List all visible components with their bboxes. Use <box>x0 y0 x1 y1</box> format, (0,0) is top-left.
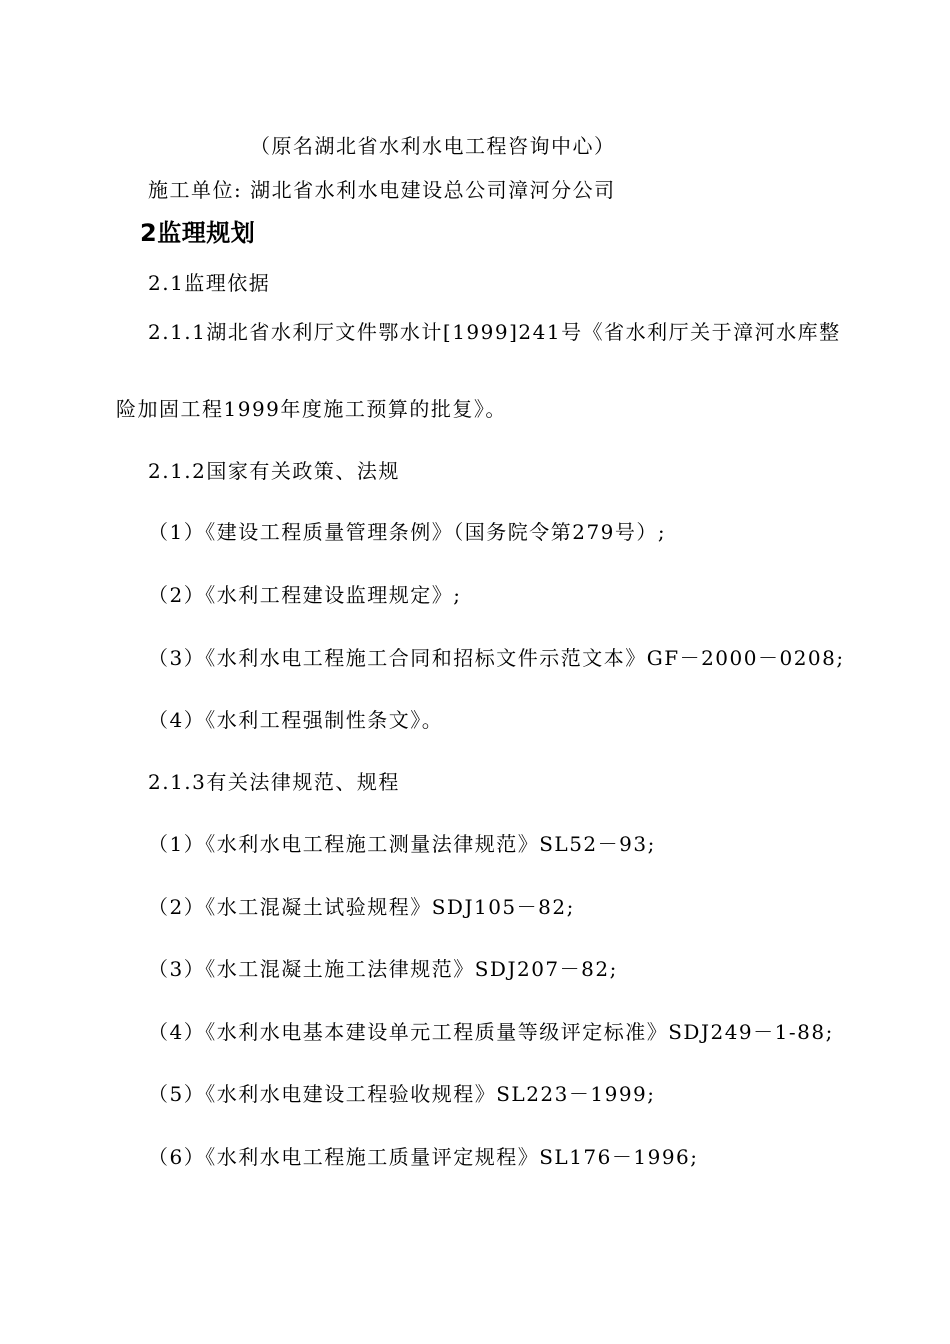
subsection-2-1: 2.1监理依据 <box>148 271 271 295</box>
former-name-line: （原名湖北省水利水电工程咨询中心） <box>250 134 616 158</box>
item-2-1-1-line1: 2.1.1湖北省水利厅文件鄂水计[1999]241号《省水利厅关于漳河水库整 <box>148 320 841 344</box>
standard-item-4: （4）《水利水电基本建设单元工程质量等级评定标准》SDJ249－1-88; <box>148 1020 834 1044</box>
policy-item-2: （2）《水利工程建设监理规定》; <box>148 583 462 607</box>
policy-item-4: （4）《水利工程强制性条文》。 <box>148 708 444 732</box>
contractor-line: 施工单位: 湖北省水利水电建设总公司漳河分公司 <box>148 178 616 202</box>
item-2-1-3: 2.1.3有关法律规范、规程 <box>148 770 400 794</box>
standard-item-2: （2）《水工混凝土试验规程》SDJ105－82; <box>148 895 575 919</box>
standard-item-3: （3）《水工混凝土施工法律规范》SDJ207－82; <box>148 957 618 981</box>
section-title: 2监理规划 <box>140 219 256 247</box>
standard-item-5: （5）《水利水电建设工程验收规程》SL223－1999; <box>148 1082 656 1106</box>
policy-item-3: （3）《水利水电工程施工合同和招标文件示范文本》GF－2000－0208; <box>148 646 845 670</box>
standard-item-1: （1）《水利水电工程施工测量法律规范》SL52－93; <box>148 832 656 856</box>
policy-item-1: （1）《建设工程质量管理条例》（国务院令第279号）; <box>148 520 667 544</box>
item-2-1-1-line2: 险加固工程1999年度施工预算的批复》。 <box>116 397 507 421</box>
item-2-1-2: 2.1.2国家有关政策、法规 <box>148 459 400 483</box>
standard-item-6: （6）《水利水电工程施工质量评定规程》SL176－1996; <box>148 1145 699 1169</box>
